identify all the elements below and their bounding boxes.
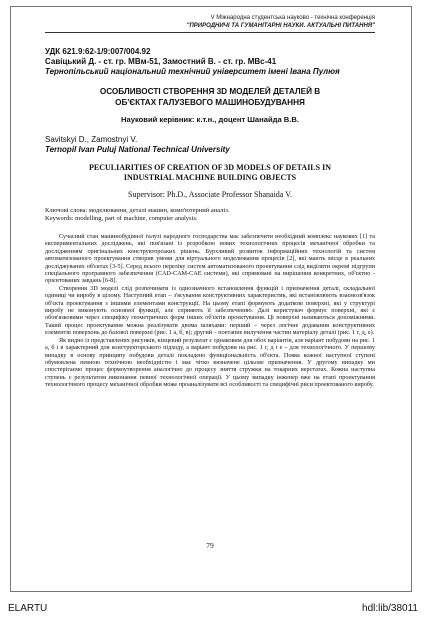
conference-header bbox=[45, 15, 375, 30]
page-frame bbox=[10, 6, 412, 592]
title-ua-line-1: ОСОБЛИВОСТІ СТВОРЕННЯ 3D МОДЕЛЕЙ ДЕТАЛЕЙ В bbox=[99, 87, 321, 96]
author-block-ua bbox=[45, 47, 375, 77]
organization-ua: Тернопільський національний технічний університет імені Івана Пулюя bbox=[45, 67, 340, 76]
repository-name[interactable]: ELARTU bbox=[8, 603, 48, 614]
organization-en: Ternopil Ivan Puluj National Technical University bbox=[45, 145, 230, 154]
authors-en: Savitskyi D., Zamostnyi V. bbox=[45, 135, 138, 144]
title-ua-line-2: ОБ'ЄКТАХ ГАЛУЗЕВОГО МАШИНОБУДУВАННЯ bbox=[115, 97, 305, 107]
document-page bbox=[45, 15, 375, 550]
paragraph-2: Створення 3D моделі слід розпочинати із однозначного встановлення функцій і призначення деталі, складальної одиниці чи виробу в цілому. Наступний етап – з'ясування конструктивних характеристик, які встановлюють взаємозв'язок об'єкта проектування з іншими елементами конструкції. На цьому етапі формують додаткові поверхні, які у структурі виробу не виконують основної функції, але сприяють її забезпеченню. Далі користувач формує поверхні, які є обов'язковими через специфіку геометричних форм інших об'єктів проектування. Ці поверхні називаються допоміжними. Такий процес проектування можна реалізувати двома шляхами: перший – через логічне додавання конструктивних елементів поверхонь до базової поверхні (рис. 1 а, б, в); другий – поетапне вилучення частин матеріалу деталі (рис. 1 г, д, е). bbox=[45, 284, 375, 337]
conference-line-1: V Міжнародна студентська науково - технічна конференція bbox=[210, 15, 375, 21]
handle-id[interactable]: hdl:lib/38011 bbox=[362, 603, 418, 614]
keywords-ua: Ключові слова: моделювання, деталі машин, комп'ютерний аналіз. bbox=[45, 207, 230, 214]
keywords-en: Keywords: modelling, part of machine, computer analysis. bbox=[45, 215, 198, 222]
supervisor-en: Supervisor: Ph.D., Associate Professor Shanaida V. bbox=[128, 190, 292, 199]
page-number: 79 bbox=[206, 541, 214, 550]
conference-line-2: "ПРИРОДНИЧІ ТА ГУМАНІТАРНІ НАУКИ. АКТУАЛЬНІ ПИТАННЯ" bbox=[186, 22, 375, 29]
title-en-line-2: INDUSTRIAL MACHINE BUILDING OBJECTS bbox=[123, 173, 297, 182]
paragraph-3: Як видно із представлених рисунків, кінцевий результат є однаковим для обох варіантів, але варіант побудови на рис. 1 а, б і в характерний для конструкторського підходу, а варіант побудови на рис. 1 г, д і е – для технологічного. У першому випадку в основу принципу побудови деталі покладено функціональність об'єкта. Поява кожної наступної ступені обумовлена певною технічною необхідністю і має чітко визначене цільове призначення. У другому випадку ми спостерігаємо процес формоутворення аналогічно до процесу зняття стружки на токарних верстатах. Кожна наступна ступень є результатом виконання певної технологічної операції. У цьому випадку інженер вже на етапі проектування технологічного процесу механічної обробки може проаналізувати всі особливості та специфічні риси проектованого виробу. bbox=[45, 336, 375, 389]
udk-code: УДК 621.9:62-1/9:007/004.92 bbox=[45, 47, 151, 56]
supervisor-ua: Науковий керівник: к.т.н., доцент Шанайда В.В. bbox=[121, 115, 299, 124]
header-rule bbox=[45, 32, 375, 33]
title-ua bbox=[45, 87, 375, 108]
author-block-en bbox=[45, 135, 375, 155]
authors-ua: Савіцький Д. - ст. гр. МВм-51, Замостний В. - ст. гр. МВс-41 bbox=[45, 57, 277, 66]
keywords bbox=[45, 207, 375, 223]
body-text bbox=[45, 233, 375, 389]
title-en bbox=[45, 163, 375, 183]
repository-footer bbox=[0, 600, 424, 620]
paragraph-1: Сучасний стан машинобудівної галузі народного господарства має забезпечити необхідний комплекс наукових [1] та експериментальних досліджень, які пов'язані із розробкою нових технологічних процесів механічної обробки та дослідженням оригінальних конструкторських рішень. Бурхливий розвиток інформаційних технологій та систем автоматизованого проектування створив умови для віртуального моделювання процесів [2], які мають місце в реальних досліджуваних об'єктах [3-5]. Серед всього переліку систем автоматизованого проектування слід виділити окремі підгрупи спеціального програмного забезпечення (CAD-CAM-CAE системи), які спрямовані на вирішення конкретних, об'єктно - орієнтованих завдань [6-8]. bbox=[45, 233, 375, 285]
title-en-line-1: PECULIARITIES OF CREATION OF 3D MODELS OF DETAILS IN bbox=[89, 163, 331, 172]
